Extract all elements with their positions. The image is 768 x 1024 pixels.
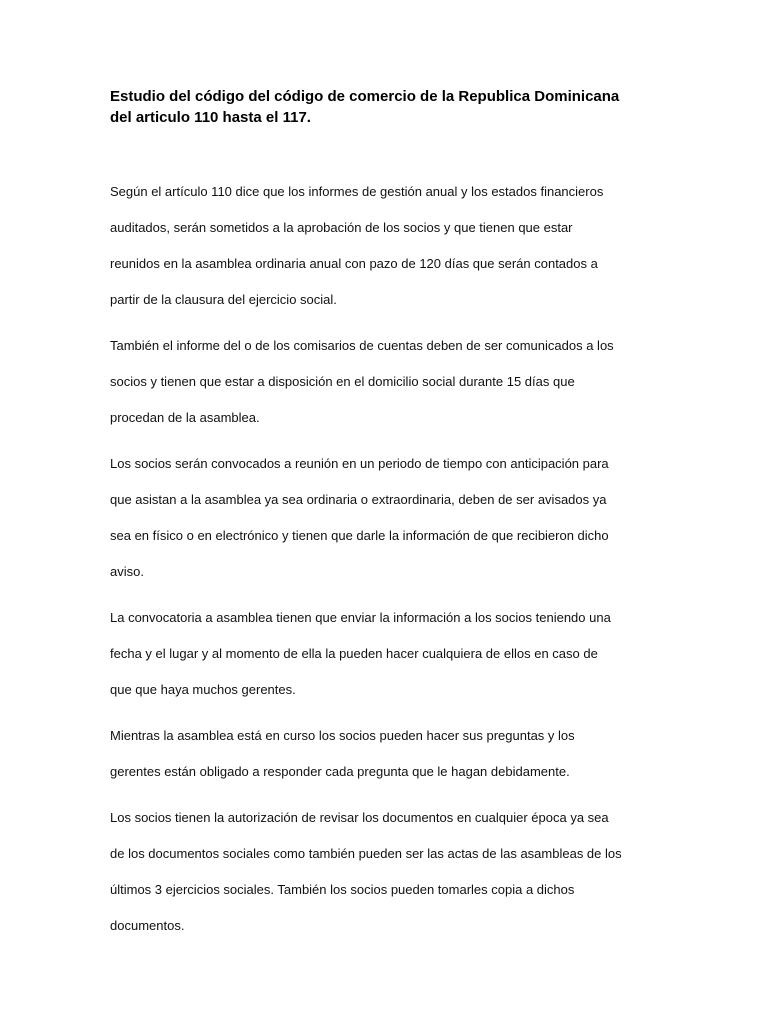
paragraph-line: que que haya muchos gerentes. (110, 682, 296, 697)
document-title (110, 86, 660, 128)
paragraph-line: Según el artículo 110 dice que los informes de gestión anual y los estados financieros (110, 184, 604, 199)
paragraph-line: de los documentos sociales como también pueden ser las actas de las asambleas de los (110, 846, 622, 861)
paragraph-line: documentos. (110, 918, 185, 933)
document-content (110, 86, 660, 954)
paragraph-4 (110, 600, 660, 708)
paragraph-line: últimos 3 ejercicios sociales. También los socios pueden tomarles copia a dichos (110, 882, 575, 897)
paragraph-line: reunidos en la asamblea ordinaria anual con pazo de 120 días que serán contados a (110, 256, 598, 271)
paragraph-2 (110, 328, 660, 436)
paragraph-1 (110, 174, 660, 318)
paragraph-6 (110, 800, 660, 944)
paragraph-line: socios y tienen que estar a disposición en el domicilio social durante 15 días que (110, 374, 575, 389)
paragraph-line: Los socios tienen la autorización de revisar los documentos en cualquier época ya sea (110, 810, 609, 825)
paragraph-line: auditados, serán sometidos a la aprobación de los socios y que tienen que estar (110, 220, 573, 235)
paragraph-line: También el informe del o de los comisarios de cuentas deben de ser comunicados a los (110, 338, 614, 353)
paragraph-line: Los socios serán convocados a reunión en un periodo de tiempo con anticipación para (110, 456, 609, 471)
title-line: del articulo 110 hasta el 117. (110, 109, 311, 126)
paragraph-line: partir de la clausura del ejercicio social. (110, 292, 337, 307)
document-body (110, 174, 660, 944)
paragraph-line: que asistan a la asamblea ya sea ordinaria o extraordinaria, deben de ser avisados ya (110, 492, 607, 507)
paragraph-line: gerentes están obligado a responder cada pregunta que le hagan debidamente. (110, 764, 570, 779)
paragraph-5 (110, 718, 660, 790)
paragraph-line: sea en físico o en electrónico y tienen que darle la información de que recibieron dicho (110, 528, 609, 543)
paragraph-3 (110, 446, 660, 590)
paragraph-line: fecha y el lugar y al momento de ella la pueden hacer cualquiera de ellos en caso de (110, 646, 598, 661)
paragraph-line: aviso. (110, 564, 144, 579)
paragraph-line: Mientras la asamblea está en curso los socios pueden hacer sus preguntas y los (110, 728, 575, 743)
paragraph-line: La convocatoria a asamblea tienen que enviar la información a los socios teniendo una (110, 610, 611, 625)
title-line: Estudio del código del código de comercio de la Republica Dominicana (110, 88, 620, 105)
paragraph-line: procedan de la asamblea. (110, 410, 260, 425)
